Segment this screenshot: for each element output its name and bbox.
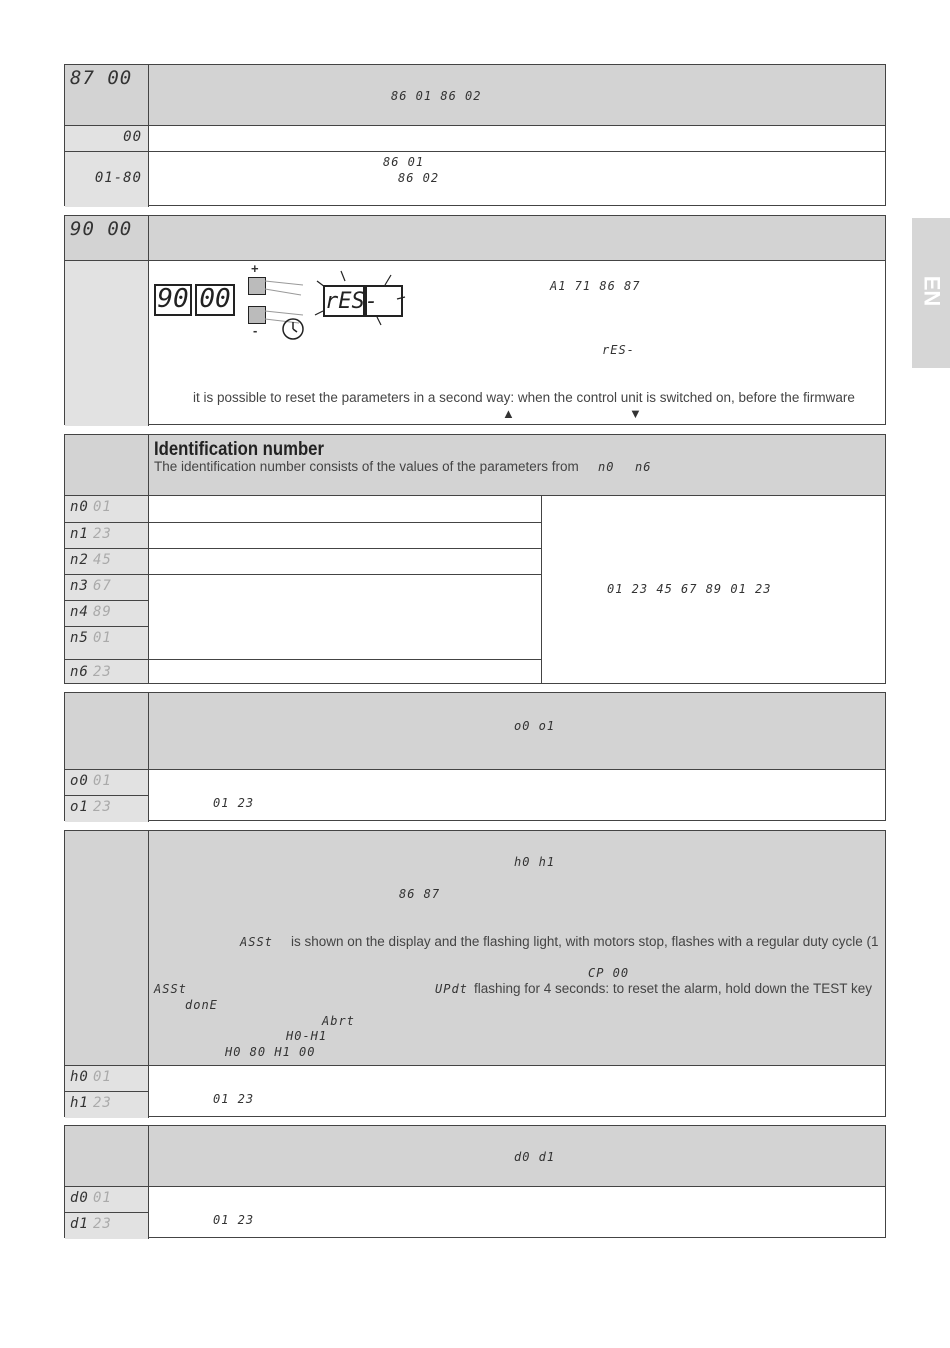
h0-cell	[65, 1066, 149, 1091]
ident-code-n4: n4	[70, 604, 89, 620]
param-90-codes-line2: rES-	[602, 343, 635, 357]
o-example: 01 23	[213, 796, 255, 810]
lcd-res-pair-1	[323, 285, 378, 317]
o-row-o1	[65, 795, 885, 822]
h-row-h1	[65, 1091, 885, 1118]
ident-subtitle: The identification number consists of the values of the parameters from	[154, 459, 579, 474]
lcd-digit-pair-2	[195, 284, 235, 316]
param-87-header-codes: 86 01 86 02	[391, 89, 482, 103]
ident-val-n3: 67	[93, 578, 112, 594]
ident-row-n3	[65, 574, 542, 600]
h1-cell	[65, 1091, 149, 1118]
o1-code: o1	[70, 799, 89, 815]
param-87-row-01-80	[65, 151, 885, 207]
ident-table	[64, 434, 886, 684]
h-updt-text: flashing for 4 seconds: to reset the alarm, hold down the TEST key	[474, 981, 872, 996]
h0-code: h0	[70, 1069, 89, 1085]
lcd-digit-pair-1	[154, 284, 192, 316]
h-asst-code: ASSt	[240, 935, 273, 949]
d-params-table	[64, 1125, 886, 1238]
ident-val-n0: 01	[93, 499, 112, 515]
ident-val-n4: 89	[93, 604, 112, 620]
clock-icon	[281, 317, 305, 341]
h-asst2-code: ASSt	[154, 982, 187, 996]
minus-label: -	[253, 323, 258, 338]
d-params-header	[65, 1126, 885, 1186]
param-87-row-00	[65, 125, 885, 151]
ident-row-n6	[65, 659, 542, 685]
ident-val-n2: 45	[93, 552, 112, 568]
d-example: 01 23	[213, 1213, 255, 1227]
ident-title: Identification number	[154, 439, 325, 460]
ident-code-n1: n1	[70, 526, 89, 542]
o-params-table	[64, 692, 886, 821]
d1-code: d1	[70, 1216, 89, 1232]
param-87-header	[65, 65, 885, 125]
language-tab-label: EN	[919, 275, 945, 307]
plus-label: +	[251, 261, 259, 276]
param-87-row-01-80-cell	[65, 152, 149, 207]
ident-row-n0	[65, 496, 542, 522]
arrow-up-icon: ▲	[502, 406, 515, 421]
ident-val-n1: 23	[93, 526, 112, 542]
param-90-code-cell	[65, 216, 149, 260]
h1-val: 23	[93, 1095, 112, 1111]
d0-code: d0	[70, 1190, 89, 1206]
h-params-table	[64, 830, 886, 1117]
ident-sub-code2: n6	[635, 460, 652, 474]
o-row-o0	[65, 769, 885, 795]
ident-body	[65, 495, 885, 683]
o1-val: 23	[93, 799, 112, 815]
o1-cell	[65, 795, 149, 822]
lcd-res-text: rES-	[325, 289, 378, 314]
h-h0h1-code: H0-H1	[286, 1029, 328, 1043]
ident-header	[65, 435, 885, 495]
ident-row-n4	[65, 600, 149, 626]
h-params-header-codes: h0 h1	[514, 855, 556, 869]
language-tab[interactable]	[912, 218, 950, 368]
o0-val: 01	[93, 773, 112, 789]
param-90-body	[65, 260, 885, 426]
param-90-codes-line1: A1 71 86 87	[550, 279, 641, 293]
d-params-header-codes: d0 d1	[514, 1150, 556, 1164]
h-done-code: donE	[185, 998, 218, 1012]
ident-code-n5: n5	[70, 630, 89, 646]
ident-code-n6: n6	[70, 664, 89, 680]
o-params-header-codes: o0 o1	[514, 719, 556, 733]
h-example: 01 23	[213, 1092, 255, 1106]
h-abrt-code: Abrt	[322, 1014, 355, 1028]
param-90-header	[65, 216, 885, 260]
h-updt-code: UPdt	[435, 982, 468, 996]
param-87-code-cell	[65, 65, 149, 125]
param-87-row-00-cell	[65, 126, 149, 151]
param-87-table	[64, 64, 886, 206]
param-90-reset-text: it is possible to reset the parameters in a second way: when the control unit is switched on, before the firmware	[193, 390, 855, 405]
h-codes-86-87: 86 87	[399, 887, 441, 901]
ident-code-n3: n3	[70, 578, 89, 594]
ident-val-n5: 01	[93, 630, 112, 646]
h-params-blank-cell	[65, 831, 149, 1065]
lcd-res-pair-2	[365, 285, 403, 317]
h-cp-code: CP 00	[588, 966, 630, 980]
lcd-digits-00: 00	[199, 284, 231, 314]
o0-code: o0	[70, 773, 89, 789]
h-asst-text: is shown on the display and the flashing light, with motors stop, flashes with a regular duty cycle (1	[291, 934, 879, 949]
d0-cell	[65, 1187, 149, 1212]
o-params-header	[65, 693, 885, 769]
ident-row-n5	[65, 626, 149, 659]
param-90-blank-cell	[65, 261, 149, 426]
d0-val: 01	[93, 1190, 112, 1206]
h0-val: 01	[93, 1069, 112, 1085]
param-90-code: 90 00	[70, 218, 133, 240]
ident-sub-code1: n0	[598, 460, 615, 474]
d1-val: 23	[93, 1216, 112, 1232]
ident-val-n6: 23	[93, 664, 112, 680]
h-h0-80-code: H0 80 H1 00	[225, 1045, 316, 1059]
d-row-d0	[65, 1186, 885, 1212]
param-90-table	[64, 215, 886, 425]
d-row-d1	[65, 1212, 885, 1239]
ident-row-n2	[65, 548, 542, 574]
h-params-header	[65, 831, 885, 1065]
param-87-row-01-80-code: 01-80	[94, 170, 142, 186]
param-87-code: 87 00	[70, 67, 133, 89]
lcd-digits-90: 90	[157, 284, 189, 314]
param-87-row-line2: 86 02	[398, 171, 440, 185]
d-params-blank-cell	[65, 1126, 149, 1186]
ident-example-number: 01 23 45 67 89 01 23	[607, 582, 772, 596]
param-87-row-line1: 86 01	[383, 155, 425, 169]
h-row-h0	[65, 1065, 885, 1091]
ident-blank-cell	[65, 435, 149, 495]
ident-code-n0: n0	[70, 499, 89, 515]
o0-cell	[65, 770, 149, 795]
d1-cell	[65, 1212, 149, 1239]
ident-code-n2: n2	[70, 552, 89, 568]
h1-code: h1	[70, 1095, 89, 1111]
o-params-blank-cell	[65, 693, 149, 769]
ident-row-n1	[65, 522, 542, 548]
arrow-down-icon: ▼	[629, 406, 642, 421]
param-87-row-00-code: 00	[123, 129, 142, 145]
